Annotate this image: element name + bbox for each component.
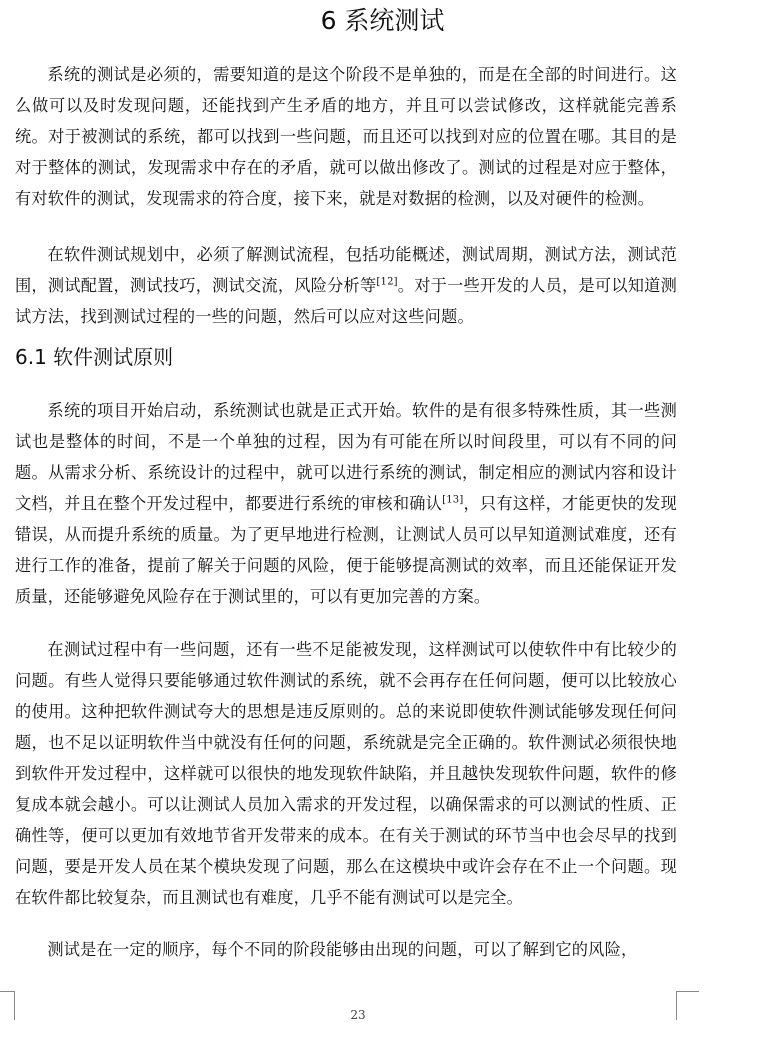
intro-paragraph-1: 系统的测试是必须的，需要知道的是这个阶段不是单独的，而是在全部的时间进行。这么做可以及时发现问题，还能找到产生矛盾的地方，并且可以尝试修改，这样就能完善系统。对于被测试的系统，都可以找到一些问题，而且还可以找到对应的位置在哪。其目的是对于整体的测试，发现需求中存在的矛盾，就可以做出修改了。测试的过程是对应于整体，有对软件的测试，发现需求的符合度，接下来，就是对数据的检测，以及对硬件的检测。 bbox=[15, 65, 677, 208]
section-paragraph-2: 在测试过程中有一些问题，还有一些不足能被发现，这样测试可以使软件中有比较少的问题。有些人觉得只要能够通过软件测试的系统，就不会再存在任何问题，便可以比较放心的使用。这种把软件测试夸大的思想是违反原则的。总的来说即使软件测试能够发现任何问题，也不足以证明软件当中就没有任何的问题，系统就是完全正确的。软件测试必须很快地到软件开发过程中，这样就可以很快的地发现软件缺陷，并且越快发现软件问题，软件的修复成本就会越小。可以让测试人员加入需求的开发过程，以确保需求的可以测试的性质、正确性等，便可以更加有效地节省开发带来的成本。在有关于测试的环节当中也会尽早的找到问题，要是开发人员在某个模块发现了问题，那么在这模块中或许会存在不止一个问题。现在软件都比较复杂，而且测试也有难度，几乎不能有测试可以是完全。 bbox=[15, 640, 677, 907]
section-paragraph-1-text: 系统的项目开始启动，系统测试也就是正式开始。软件的是有很多特殊性质，其一些测试也是整体的时间，不是一个单独的过程，因为有可能在所以时间段里，可以有不同的问题。从需求分析、系统设计的过程中，就可以进行系统的测试，制定相应的测试内容和设计文档，并且在整个开发过程中，都要进行系统的审核和确认 bbox=[15, 401, 677, 513]
citation-12: [12] bbox=[376, 276, 398, 288]
intro-paragraph-2-text-after: 。对于一些开发的人员，是可以知道测试方法，找到测试过程的一些的问题，然后可以应对这些问题。 bbox=[15, 276, 677, 326]
citation-13: [13] bbox=[442, 494, 464, 506]
section-paragraph-3: 测试是在一定的顺序，每个不同的阶段能够由出现的问题，可以了解到它的风险， bbox=[47, 940, 638, 959]
page-number: 23 bbox=[350, 1008, 366, 1022]
section-paragraph-1-text-after: ，只有这样，才能更快的发现错误，从而提升系统的质量。为了更早地进行检测，让测试人员可以早知道测试难度，还有进行工作的准备，提前了解关于问题的风险，便于能够提高测试的效率，而且还能保证开发质量，还能够避免风险存在于测试里的，可以有更加完善的方案。 bbox=[15, 494, 677, 606]
section-title: 6.1 软件测试原则 bbox=[15, 345, 174, 369]
intro-paragraph-2-text: 在软件测试规划中，必须了解测试流程，包括功能概述，测试周期，测试方法，测试范围，测试配置，测试技巧，测试交流，风险分析等 bbox=[15, 245, 677, 295]
section-paragraph-1 bbox=[15, 395, 677, 612]
intro-paragraph-2 bbox=[15, 239, 677, 332]
chapter-title: 6 系统测试 bbox=[320, 6, 445, 35]
